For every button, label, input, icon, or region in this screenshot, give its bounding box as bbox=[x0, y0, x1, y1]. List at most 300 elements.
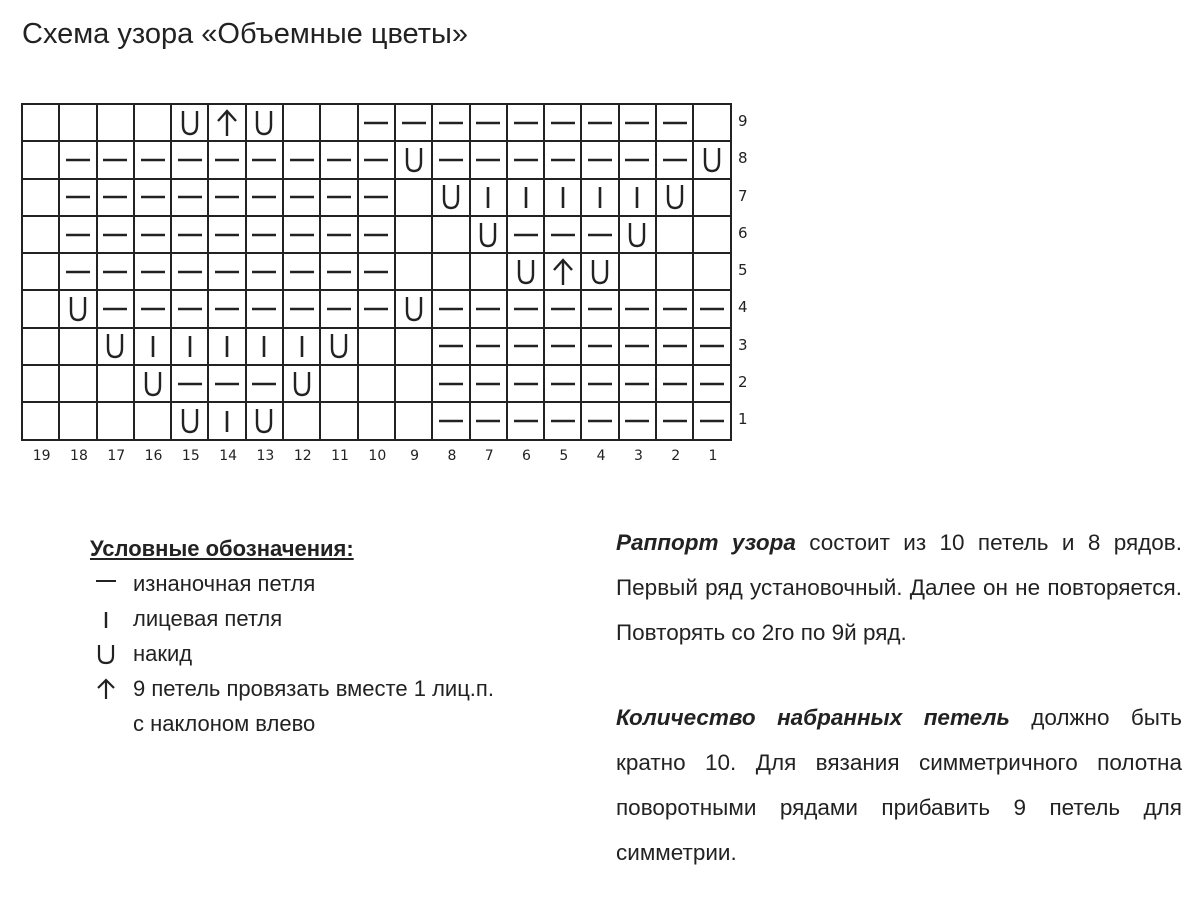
purl-icon bbox=[475, 379, 501, 389]
chart-cell bbox=[172, 403, 209, 440]
chart-cell bbox=[582, 403, 619, 440]
chart-cell bbox=[60, 217, 97, 254]
purl-icon bbox=[363, 267, 389, 277]
purl-icon bbox=[550, 304, 576, 314]
purl-icon bbox=[214, 230, 240, 240]
chart-cell bbox=[209, 217, 246, 254]
purl-icon bbox=[65, 267, 91, 277]
purl-icon bbox=[587, 341, 613, 351]
chart-cell bbox=[359, 217, 396, 254]
purl-icon bbox=[550, 118, 576, 128]
purl-icon bbox=[289, 267, 315, 277]
legend-text: 9 петель провязать вместе 1 лиц.п. bbox=[133, 675, 494, 701]
chart-cell bbox=[508, 366, 545, 403]
chart-cell bbox=[620, 180, 657, 217]
chart-cell bbox=[396, 217, 433, 254]
page-title: Схема узора «Объемные цветы» bbox=[22, 18, 468, 50]
chart-cell bbox=[471, 366, 508, 403]
row-number: 9 bbox=[738, 112, 748, 130]
chart-cell bbox=[172, 142, 209, 179]
chart-cell bbox=[657, 142, 694, 179]
purl-icon bbox=[140, 155, 166, 165]
chart-cell bbox=[471, 142, 508, 179]
purl-icon bbox=[587, 230, 613, 240]
yarn-over-icon bbox=[253, 407, 275, 435]
column-number: 14 bbox=[219, 448, 238, 464]
chart-cell bbox=[135, 403, 172, 440]
chart-cell bbox=[471, 180, 508, 217]
column-number: 8 bbox=[447, 448, 457, 464]
chart-cell bbox=[98, 254, 135, 291]
chart-cell bbox=[247, 142, 284, 179]
column-number: 2 bbox=[671, 448, 681, 464]
chart-cell bbox=[23, 403, 60, 440]
column-number: 3 bbox=[633, 448, 643, 464]
yarn-over-icon bbox=[440, 183, 462, 211]
chart-cell bbox=[172, 291, 209, 328]
purl-icon bbox=[363, 230, 389, 240]
legend-item-yarn-over bbox=[78, 636, 578, 671]
knit-icon bbox=[595, 184, 605, 210]
chart-cell bbox=[545, 366, 582, 403]
row-number: 2 bbox=[738, 373, 748, 392]
yarn-over-icon bbox=[626, 221, 648, 249]
chart-cell bbox=[657, 217, 694, 254]
chart-cell bbox=[471, 329, 508, 366]
purl-icon bbox=[102, 304, 128, 314]
purl-icon bbox=[662, 304, 688, 314]
up-arrow-icon bbox=[215, 108, 239, 138]
purl-icon bbox=[475, 304, 501, 314]
purl-icon bbox=[177, 379, 203, 389]
purl-icon bbox=[438, 155, 464, 165]
chart-cell bbox=[98, 403, 135, 440]
chart-cell bbox=[582, 217, 619, 254]
chart-cell bbox=[209, 142, 246, 179]
chart-cell bbox=[396, 403, 433, 440]
purl-icon bbox=[177, 267, 203, 277]
chart-cell bbox=[23, 254, 60, 291]
chart-cell bbox=[694, 254, 731, 291]
purl-icon bbox=[475, 416, 501, 426]
purl-icon bbox=[513, 341, 539, 351]
chart-cell bbox=[433, 217, 470, 254]
purl-icon bbox=[363, 304, 389, 314]
row-number: 8 bbox=[738, 149, 748, 168]
chart-cell bbox=[98, 291, 135, 328]
yarn-over-icon bbox=[403, 146, 425, 174]
chart-cell bbox=[135, 105, 172, 142]
chart-cell bbox=[60, 403, 97, 440]
column-number: 9 bbox=[410, 448, 420, 464]
purl-icon bbox=[326, 230, 352, 240]
purl-icon bbox=[363, 118, 389, 128]
purl-icon bbox=[251, 379, 277, 389]
purl-icon bbox=[177, 192, 203, 202]
chart-cell bbox=[359, 291, 396, 328]
chart-cell bbox=[508, 291, 545, 328]
pattern-description bbox=[616, 520, 1182, 915]
column-number: 12 bbox=[293, 448, 312, 464]
knit-icon bbox=[297, 333, 307, 359]
chart-cell bbox=[284, 105, 321, 142]
chart-cell bbox=[23, 291, 60, 328]
purl-icon bbox=[289, 230, 315, 240]
purl-icon bbox=[550, 341, 576, 351]
chart-cell bbox=[172, 180, 209, 217]
chart-cell bbox=[60, 180, 97, 217]
purl-icon bbox=[289, 304, 315, 314]
chart-cell bbox=[545, 403, 582, 440]
column-number: 17 bbox=[107, 448, 126, 464]
chart-cell bbox=[209, 254, 246, 291]
purl-icon bbox=[214, 192, 240, 202]
purl-icon bbox=[513, 230, 539, 240]
column-number: 16 bbox=[144, 448, 163, 464]
purl-icon bbox=[214, 379, 240, 389]
purl-icon bbox=[699, 304, 725, 314]
purl-icon bbox=[513, 416, 539, 426]
chart-cell bbox=[545, 254, 582, 291]
purl-icon bbox=[699, 379, 725, 389]
purl-icon bbox=[699, 416, 725, 426]
chart-cell bbox=[23, 180, 60, 217]
knit-icon bbox=[558, 184, 568, 210]
chart-cell bbox=[135, 142, 172, 179]
legend-item-knit bbox=[78, 601, 578, 636]
chart-cell bbox=[620, 329, 657, 366]
purl-icon bbox=[102, 267, 128, 277]
chart-cell bbox=[247, 329, 284, 366]
chart-cell bbox=[60, 105, 97, 142]
purl-icon bbox=[102, 192, 128, 202]
legend-item-decrease bbox=[78, 671, 578, 706]
chart-cell bbox=[23, 217, 60, 254]
chart-cell bbox=[433, 403, 470, 440]
chart-cell bbox=[657, 105, 694, 142]
column-number: 4 bbox=[596, 448, 606, 464]
chart-cell bbox=[321, 291, 358, 328]
chart-cell bbox=[471, 105, 508, 142]
chart-cell bbox=[694, 180, 731, 217]
chart-cell bbox=[359, 180, 396, 217]
legend-title: Условные обозначения: bbox=[90, 536, 354, 561]
purl-icon bbox=[289, 192, 315, 202]
chart-cell bbox=[433, 105, 470, 142]
chart-cell bbox=[135, 180, 172, 217]
legend-item-purl bbox=[78, 566, 578, 601]
chart-cell bbox=[247, 217, 284, 254]
cast-on-heading: Количество набранных петель bbox=[616, 705, 1010, 730]
chart-cell bbox=[582, 329, 619, 366]
column-number: 1 bbox=[708, 448, 718, 464]
column-number: 19 bbox=[32, 448, 51, 464]
knit-icon bbox=[78, 608, 133, 630]
chart-cell bbox=[396, 254, 433, 291]
chart-cell bbox=[433, 180, 470, 217]
chart-cell bbox=[471, 254, 508, 291]
row-number: 4 bbox=[738, 298, 748, 317]
chart-cell bbox=[135, 366, 172, 403]
knit-icon bbox=[521, 184, 531, 210]
chart-cell bbox=[284, 217, 321, 254]
purl-icon bbox=[513, 304, 539, 314]
chart-cell bbox=[433, 329, 470, 366]
chart-cell bbox=[582, 142, 619, 179]
chart-cell bbox=[657, 329, 694, 366]
purl-icon bbox=[177, 304, 203, 314]
chart-cell bbox=[98, 366, 135, 403]
purl-icon bbox=[587, 416, 613, 426]
chart-cell bbox=[60, 142, 97, 179]
purl-icon bbox=[662, 379, 688, 389]
chart-cell bbox=[433, 366, 470, 403]
purl-icon bbox=[65, 192, 91, 202]
chart-cell bbox=[247, 105, 284, 142]
chart-cell bbox=[620, 366, 657, 403]
chart-cell bbox=[694, 366, 731, 403]
chart-cell bbox=[396, 180, 433, 217]
chart-cell bbox=[284, 329, 321, 366]
chart-cell bbox=[359, 329, 396, 366]
purl-icon bbox=[550, 416, 576, 426]
chart-cell bbox=[172, 329, 209, 366]
chart-cell bbox=[694, 217, 731, 254]
purl-icon bbox=[251, 192, 277, 202]
chart-cell bbox=[23, 366, 60, 403]
purl-icon bbox=[550, 155, 576, 165]
chart-cell bbox=[508, 254, 545, 291]
purl-icon bbox=[438, 379, 464, 389]
yarn-over-icon bbox=[78, 642, 133, 666]
chart-cell bbox=[471, 217, 508, 254]
purl-icon bbox=[102, 155, 128, 165]
yarn-over-icon bbox=[328, 332, 350, 360]
chart-cell bbox=[582, 366, 619, 403]
chart-cell bbox=[396, 366, 433, 403]
chart-cell bbox=[396, 105, 433, 142]
chart-cell bbox=[98, 180, 135, 217]
yarn-over-icon bbox=[142, 370, 164, 398]
legend-continuation: с наклоном влево bbox=[133, 711, 316, 736]
purl-icon bbox=[699, 341, 725, 351]
chart-cell bbox=[508, 180, 545, 217]
yarn-over-icon bbox=[104, 332, 126, 360]
chart-cell bbox=[396, 329, 433, 366]
purl-icon bbox=[438, 118, 464, 128]
chart-cell bbox=[508, 403, 545, 440]
chart-cell bbox=[620, 142, 657, 179]
chart-cell bbox=[433, 291, 470, 328]
purl-icon bbox=[624, 304, 650, 314]
chart-cell bbox=[172, 105, 209, 142]
chart-cell bbox=[508, 217, 545, 254]
purl-icon bbox=[140, 230, 166, 240]
chart-cell bbox=[209, 291, 246, 328]
purl-icon bbox=[587, 118, 613, 128]
chart-cell bbox=[284, 180, 321, 217]
chart-cell bbox=[321, 105, 358, 142]
yarn-over-icon bbox=[403, 295, 425, 323]
purl-icon bbox=[363, 155, 389, 165]
yarn-over-icon bbox=[664, 183, 686, 211]
column-number: 11 bbox=[331, 448, 349, 464]
purl-icon bbox=[326, 155, 352, 165]
chart-cell bbox=[98, 105, 135, 142]
cast-on-paragraph bbox=[616, 695, 1182, 875]
chart-cell bbox=[23, 142, 60, 179]
yarn-over-icon bbox=[291, 370, 313, 398]
up-arrow-icon bbox=[551, 257, 575, 287]
chart-cell bbox=[396, 291, 433, 328]
chart-cell bbox=[135, 254, 172, 291]
chart-cell bbox=[620, 254, 657, 291]
chart-cell bbox=[359, 403, 396, 440]
chart-cell bbox=[321, 142, 358, 179]
chart-cell bbox=[433, 254, 470, 291]
purl-icon bbox=[251, 155, 277, 165]
repeat-heading: Раппорт узора bbox=[616, 530, 796, 555]
chart-cell bbox=[60, 366, 97, 403]
chart-cell bbox=[694, 105, 731, 142]
chart-cell bbox=[545, 105, 582, 142]
chart-cell bbox=[508, 142, 545, 179]
chart-cell bbox=[135, 291, 172, 328]
purl-icon bbox=[513, 379, 539, 389]
chart-cell bbox=[545, 180, 582, 217]
purl-icon bbox=[624, 118, 650, 128]
column-number: 18 bbox=[70, 448, 88, 464]
purl-icon bbox=[78, 577, 133, 591]
column-number: 10 bbox=[368, 448, 387, 464]
knit-icon bbox=[185, 333, 195, 359]
chart-cell bbox=[321, 403, 358, 440]
chart-cell bbox=[582, 105, 619, 142]
legend-text: изнаночная петля bbox=[133, 570, 316, 596]
row-number: 3 bbox=[738, 335, 748, 354]
legend-text: накид bbox=[133, 640, 193, 666]
legend bbox=[78, 536, 578, 741]
purl-icon bbox=[662, 155, 688, 165]
purl-icon bbox=[401, 118, 427, 128]
purl-icon bbox=[475, 155, 501, 165]
purl-icon bbox=[251, 304, 277, 314]
chart-cell bbox=[209, 403, 246, 440]
yarn-over-icon bbox=[179, 109, 201, 137]
chart-cell bbox=[98, 329, 135, 366]
chart-cell bbox=[620, 217, 657, 254]
yarn-over-icon bbox=[589, 258, 611, 286]
yarn-over-icon bbox=[515, 258, 537, 286]
cast-on-text: должно быть кратно 10. Для вязания симметричного полотна поворотными рядами прибавить 9 петель для симметрии. bbox=[616, 705, 1182, 865]
purl-icon bbox=[65, 230, 91, 240]
row-number: 1 bbox=[738, 410, 748, 429]
chart-cell bbox=[396, 142, 433, 179]
chart-cell bbox=[657, 403, 694, 440]
chart-cell bbox=[60, 291, 97, 328]
chart-cell bbox=[60, 329, 97, 366]
purl-icon bbox=[326, 192, 352, 202]
purl-icon bbox=[438, 304, 464, 314]
chart-cell bbox=[135, 329, 172, 366]
chart-cell bbox=[247, 180, 284, 217]
row-number: 5 bbox=[738, 261, 748, 280]
chart-cell bbox=[508, 329, 545, 366]
chart-cell bbox=[657, 366, 694, 403]
chart-cell bbox=[359, 142, 396, 179]
chart-cell bbox=[209, 180, 246, 217]
repeat-paragraph bbox=[616, 520, 1182, 655]
chart-cell bbox=[545, 291, 582, 328]
yarn-over-icon bbox=[179, 407, 201, 435]
column-number: 13 bbox=[256, 448, 275, 464]
chart-cell bbox=[98, 217, 135, 254]
purl-icon bbox=[438, 341, 464, 351]
purl-icon bbox=[251, 267, 277, 277]
chart-cell bbox=[620, 403, 657, 440]
chart-cell bbox=[23, 105, 60, 142]
chart-cell bbox=[359, 254, 396, 291]
purl-icon bbox=[513, 155, 539, 165]
purl-icon bbox=[662, 416, 688, 426]
purl-icon bbox=[177, 155, 203, 165]
chart-cell bbox=[508, 105, 545, 142]
repeat-text: состоит из 10 петель и 8 рядов. Первый ряд установочный. Далее он не повторяется. Повторять со 2го по 9й ряд. bbox=[616, 530, 1182, 645]
purl-icon bbox=[326, 267, 352, 277]
chart-cell bbox=[98, 142, 135, 179]
purl-icon bbox=[475, 118, 501, 128]
chart-cell bbox=[620, 291, 657, 328]
chart-cell bbox=[545, 217, 582, 254]
chart-cell bbox=[284, 142, 321, 179]
purl-icon bbox=[326, 304, 352, 314]
chart-cell bbox=[694, 142, 731, 179]
chart-cell bbox=[359, 366, 396, 403]
column-number: 6 bbox=[522, 448, 531, 464]
chart-cell bbox=[209, 366, 246, 403]
chart-cell bbox=[247, 403, 284, 440]
chart-cell bbox=[247, 366, 284, 403]
chart-cell bbox=[284, 254, 321, 291]
chart-cell bbox=[172, 366, 209, 403]
chart-cell bbox=[657, 291, 694, 328]
chart-cell bbox=[172, 217, 209, 254]
chart-cell bbox=[694, 291, 731, 328]
purl-icon bbox=[550, 379, 576, 389]
chart-cell bbox=[284, 291, 321, 328]
chart-cell bbox=[321, 180, 358, 217]
legend-text: лицевая петля bbox=[133, 605, 283, 631]
yarn-over-icon bbox=[701, 146, 723, 174]
purl-icon bbox=[140, 304, 166, 314]
chart-cell bbox=[359, 105, 396, 142]
purl-icon bbox=[587, 155, 613, 165]
chart-cell bbox=[433, 142, 470, 179]
purl-icon bbox=[587, 379, 613, 389]
purl-icon bbox=[102, 230, 128, 240]
purl-icon bbox=[289, 155, 315, 165]
chart-cell bbox=[545, 329, 582, 366]
purl-icon bbox=[438, 416, 464, 426]
purl-icon bbox=[624, 341, 650, 351]
knit-icon bbox=[148, 333, 158, 359]
up-arrow-icon bbox=[78, 677, 133, 701]
chart-cell bbox=[209, 329, 246, 366]
purl-icon bbox=[214, 155, 240, 165]
column-number: 7 bbox=[484, 448, 494, 464]
chart-cell bbox=[582, 254, 619, 291]
purl-icon bbox=[662, 118, 688, 128]
